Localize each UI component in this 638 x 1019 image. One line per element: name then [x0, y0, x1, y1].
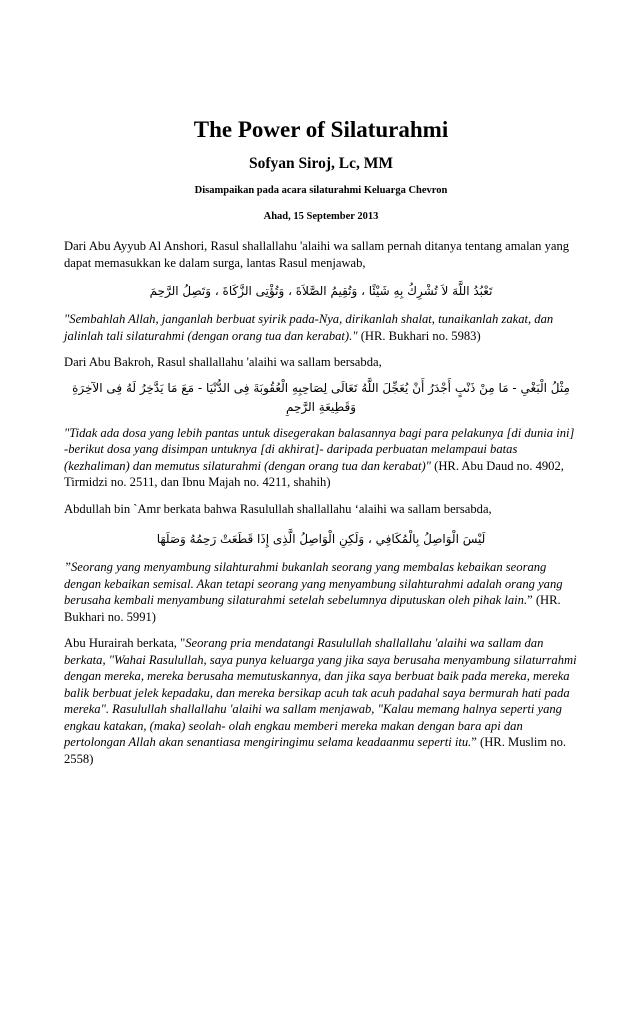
date-line: Ahad, 15 September 2013 [263, 211, 379, 222]
hadith1-source: (HR. Bukhari no. 5983) [357, 328, 481, 343]
hadith3-translation-paragraph [64, 559, 578, 625]
document-title: The Power of Silaturahmi [193, 117, 449, 142]
hadith2-intro: Dari Abu Bakroh, Rasul shallallahu 'alaihi wa sallam bersabda, [64, 355, 382, 369]
hadith1-intro: Dari Abu Ayyub Al Anshori, Rasul shallallahu 'alaihi wa sallam pernah ditanya tentang amalan yang dapat memasukkan ke dalam surga, lantas Rasul menjawab, [64, 239, 570, 270]
hadith4-story: Seorang pria mendatangi Rasulullah shallallahu 'alaihi wa sallam dan berkata, "Wahai Rasulullah, saya punya keluarga yang jika saya berusaha menyambung silaturrahmi dengan mereka, mereka berusaha memutuskannya, dan jika saya berbuat baik pada mereka, mereka balik berbuat jelek kepadaku, dan mereka bersikap acuh tak acuh padahal saya bermurah hati pada mereka". Rasulullah shallallahu 'alaihi wa sallam menjawab, "Kalau memang halnya seperti yang engkau katakan, (maka) seolah- olah engkau memberi mereka makan dengan bara api dan pertolongan Allah akan senantiasa mengiringimu selama keadaanmu seperti itu. [64, 636, 577, 749]
hadith2-arabic-line2: وَقَطِيعَةِ الرَّحِمِ [285, 399, 357, 414]
hadith3-translation: ”Seorang yang menyambung silahturahmi bukanlah seorang yang membalas kebaikan seorang dengan kebaikan semisal. Akan tetapi seorang yang menyambung silahturahmi adalah orang yang berusaha kembali menyambung silaturahmi setelah sebelumnya diputuskan oleh pihak lain. [64, 560, 563, 607]
author-name: Sofyan Siroj, Lc, MM [249, 155, 393, 172]
hadith3-intro: Abdullah bin `Amr berkata bahwa Rasulullah shallallahu ‘alaihi wa sallam bersabda, [64, 501, 492, 516]
hadith3-arabic: لَيْسَ الْوَاصِلُ بِالْمُكَافِي ، وَلَكِنِ الْوَاصِلُ الَّذِى إِذَا قَطَعَتْ رَحِمُهُ وَصَلَهَا [156, 532, 486, 546]
occasion-line: Disampaikan pada acara silaturahmi Keluarga Chevron [194, 185, 448, 196]
hadith1-arabic: تَعْبُدُ اللَّهَ لاَ تُشْرِكُ بِهِ شَيْئًا ، وَتُقِيمُ الصَّلاَةَ ، وَتُؤْتِى الزَّكَاةَ ، وَتَصِلُ الرَّحِمَ [149, 284, 493, 298]
document-page [0, 116, 638, 1019]
hadith4-intro: Abu Hurairah berkata, " [64, 636, 186, 650]
hadith2-arabic-line1: مِثْلُ الْبَغْىِ - مَا مِنْ ذَنْبٍ أَجْدَرُ أَنْ يُعَجِّلَ اللَّهُ تَعَالَى لِصَاحِبِهِ الْعُقُوبَةَ فِى الدُّنْيَا - مَعَ مَا يَدَّخِرُ لَهُ فِى الآخِرَةِ [72, 380, 570, 395]
hadith2-translation: "Tidak ada dosa yang lebih pantas untuk disegerakan balasannya bagi para pelakunya [di dunia ini] -berikut dosa yang disimpan untuknya [di akhirat]- daripada perbuatan melampaui batas (kezhaliman) dan memutus silaturahmi (dengan orang tua dan kerabat)" [64, 425, 575, 473]
hadith1-translation: "Sembahlah Allah, janganlah berbuat syirik pada-Nya, dirikanlah shalat, tunaikanlah zakat, dan jalinlah tali silaturahmi (dengan orang tua dan kerabat)." [64, 312, 554, 343]
hadith1-translation-paragraph [64, 311, 578, 344]
hadith4-source: ” (HR. Muslim no. 2558) [64, 735, 567, 766]
hadith2-source: (HR. Abu Daud no. 4902, Tirmidzi no. 2511, dan Ibnu Majah no. 4211, shahih) [64, 458, 564, 489]
hadith4-paragraph [64, 635, 578, 767]
hadith2-translation-paragraph [64, 425, 578, 491]
hadith3-source: ” (HR. Bukhari no. 5991) [64, 593, 561, 624]
